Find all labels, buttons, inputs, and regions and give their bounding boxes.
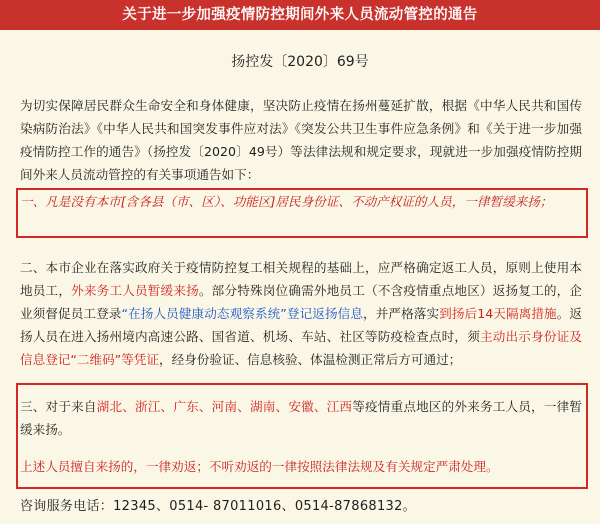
intro-paragraph [20, 94, 582, 186]
contact-hotline: 咨询服务电话：12345、0514- 87011016、0514-87868132。 [20, 499, 416, 514]
section3-text-run: 湖北、浙江、广东、河南、湖南、安徽、江西 [96, 399, 353, 414]
notice-title: 关于进一步加强疫情防控期间外来人员流动管控的通告 [0, 0, 600, 30]
section2-text-run: 到扬后14天隔离措施 [439, 306, 557, 321]
section-three-warning [20, 455, 582, 478]
section2-text-run: 二、本市企业在落实政府关于疫情防控复工相关规程的基础上，应严格确定返工人员，原则上使用本地员工， [20, 260, 582, 298]
intro-text-run: 为切实保障居民群众生命安全和身体健康，坚决防止疫情在扬州蔓延扩散，根据《中华人民共和国传染病防治法》《中华人民共和国突发事件应对法》《突发公共卫生事件应急条例》和《关于进一步加强疫情防控工作的通告》（扬控发〔2020〕49号）等法律法规和规定要求，现就进一步加强疫情防控期间外来人员流动管控的有关事项通告如下： [20, 98, 582, 182]
section2-text-run: 外来务工人员暂缓来扬 [71, 283, 199, 298]
section2-text-run: 主动出示身份证及信息登记“二维码”等凭证 [20, 329, 583, 367]
section3-text-run: 三、对于来自 [20, 399, 97, 414]
document-number: 扬控发〔2020〕69号 [231, 54, 369, 70]
section3b-text-run: 上述人员擅自来扬的，一律劝返；不听劝返的一律按照法律法规及有关规定严肃处理。 [20, 459, 499, 474]
section2-text-run: 。部分特殊岗位确需外地员工（不含疫情重点地区）返扬复工的，企业须督促员工登录 [20, 283, 583, 321]
section-three-paragraph [20, 395, 582, 441]
section2-text-run: “在扬人员健康动态观察系统”登记返扬信息 [121, 306, 364, 321]
section-one-paragraph [20, 190, 582, 213]
section2-text-run: ，并严格落实 [363, 306, 440, 321]
section3-text-run: 等疫情重点地区的外来务工人员，一律暂缓来扬。 [20, 399, 583, 437]
section2-text-run: ，经身份验证、信息核验、体温检测正常后方可通过； [159, 352, 462, 367]
section-two-paragraph [20, 256, 582, 371]
section1-text-run: 一、凡是没有本市[含各县（市、区）、功能区]居民身份证、不动产权证的人员，一律暂缓来扬； [20, 194, 553, 209]
section2-text-run: 。返扬人员在进入扬州境内高速公路、国省道、机场、车站、社区等防疫检查点时，须 [20, 306, 583, 344]
